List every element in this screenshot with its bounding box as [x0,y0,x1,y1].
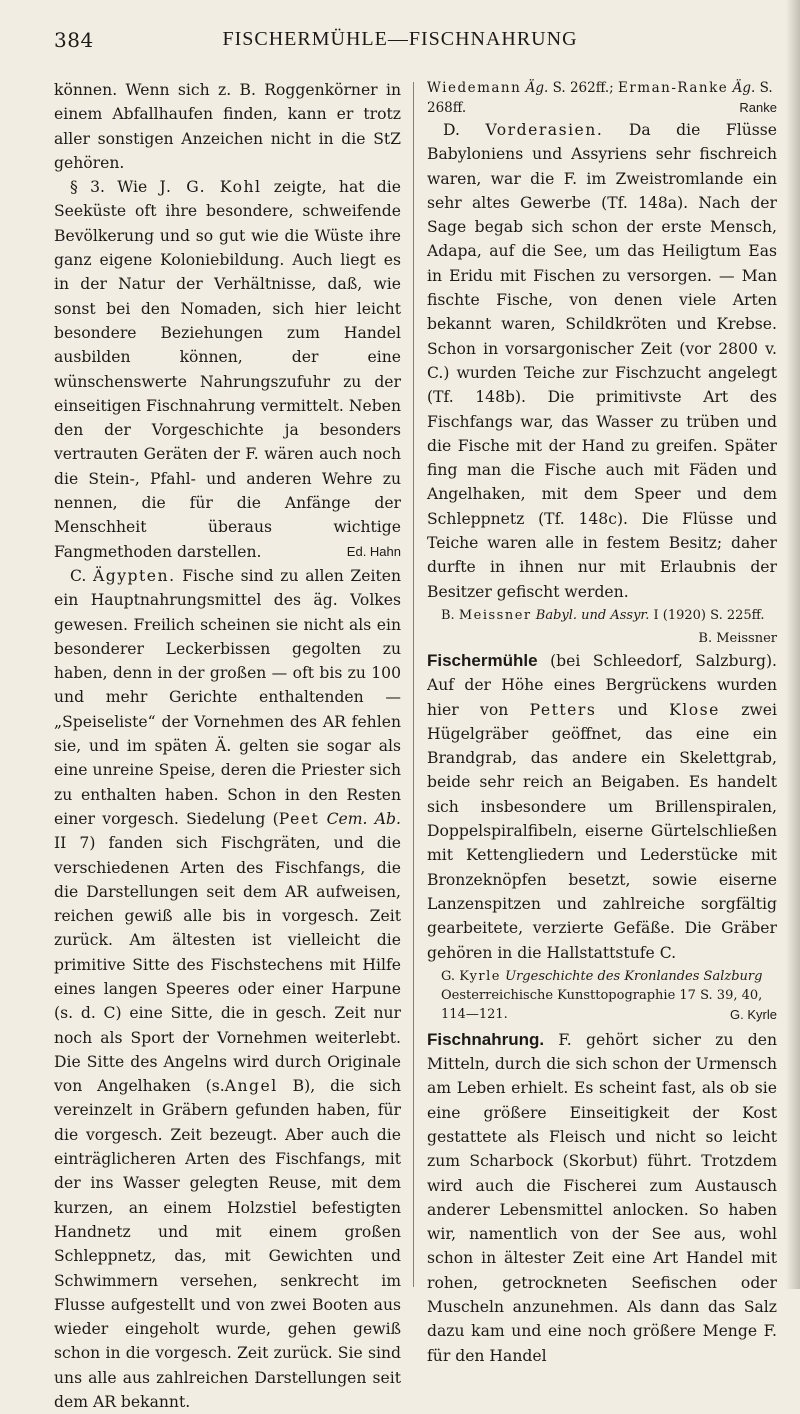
signature-kyrle: G. Kyrle [730,1006,777,1022]
author-name-kohl: J. G. Kohl [159,178,262,197]
paragraph-continuation: können. Wenn sich z. B. Roggenkörner in einem Abfallhaufen finden, kann er trotz aller sonstigen Anzeichen nicht in die StZ gehören. [54,81,401,172]
heading-egypt: Ägypten. [93,566,176,585]
reference-egypt: Wiedemann Äg. S. 262ff.; Erman-Ranke Äg. S. 268ff. Ranke [427,80,777,116]
signature-hahn: Ed. Hahn [346,543,401,559]
paragraph-section-3: § 3. Wie J. G. Kohl zeigte, hat die Seeküste oft ihre besondere, schweifende Bevölkerung und so gut wie die Wüste ihre ganz eigene Koloniebildung. Auch liegt es in der Natur der Verhältnisse, daß, wie sonst bei den Nomaden, sich hier leicht besondere Beziehungen zum Handel ausbilden können, der eine wünschenswerte Nahrungszufuhr zu der einseitigen Fischnahrung vermittelt. Neben den der Vorgeschichte ja besonders vertrauten Geräten der F. wären auch noch die Stein-, Pfahl- und anderen Wehre zu nennen, die für die Anfänge der Menschheit überaus wichtige Fangmethoden darstellen. Ed. Hahn [54,175,401,564]
page-number: 384 [54,28,94,52]
left-column [54,78,401,1414]
running-title: FISCHERMÜHLE—FISCHNAHRUNG [222,28,578,50]
lemma-fischermuehle: Fischermühle [427,650,538,670]
author-peet: Peet [278,809,320,828]
signature-ranke: Ranke [739,100,777,115]
entry-fischermuehle: Fischermühle (bei Schleedorf, Salzburg). Auf der Höhe eines Bergrückens wurden hier von Petters und Klose zwei Hügelgräber geöffnet, das eine ein Brandgrab, das andere ein Skelettgrab, beide sehr reich an Beigaben. Es handelt sich insbesondere um Brillenspiralen, Doppelspiralfibeln, eiserne Gürtelschließen mit Kettengliedern und Lederstücke mit Bronzeknöpfen besetzt, sowie eiserne Lanzenspitzen und zahlreiche sorgfältig gearbeitete, verzierte Gefäße. Die Gräber gehören in die Hallstattstufe C. [427,650,777,962]
reference-kyrle: G. Kyrle Urgeschichte des Kronlandes Salzburg Oesterreichische Kunsttopographie 17 S. 39, 40, 114—121. G. Kyrle [441,968,777,1022]
entry-fischnahrung: Fischnahrung. F. gehört sicher zu den Mitteln, durch die sich schon der Urmensch am Leben erhielt. Es scheint fast, als ob sie eine größere Einseitigkeit der Kost gestattete als Fleisch und nicht so leicht zum Scharbock (Skorbut) führt. Trotzdem wird auch die Fischerei zum Austausch anderer Lebensmittel anlocken. So haben wir, namentlich von der See aus, wohl schon in ältester Zeit eine Art Handel mit rohen, getrockneten Seefischen oder Muscheln anzunehmen. Als dann das Salz dazu kam und eine noch größere Menge F. für den Handel [427,1029,777,1365]
page-edge-shadow [786,0,800,1289]
signature-meissner: B. Meissner [698,630,777,646]
paragraph-vorderasien: D. Vorderasien. Da die Flüsse Babyloniens und Assyriens sehr fischreich waren, war die F. im Zweistromlande ein sehr altes Gewerbe (Tf. 148a). Nach der Sage begab sich schon der erste Mensch, Adapa, auf die See, um das Heiligtum Eas in Eridu mit Fischen zu versorgen. — Man fischte Fische, von denen viele Arten bekannt waren, Schildkröten und Krebse. Schon in vorsargonischer Zeit (vor 2800 v. C.) wurden Teiche zur Fischzucht angelegt (Tf. 148b). Die primitivste Art des Fischfangs war, das Wasser zu trüben und die Fische mit der Hand zu greifen. Später fing man die Fische auch mit Fäden und Angelhaken, mit dem Speer und dem Schleppnetz (Tf. 148c). Die Flüsse und Teiche waren alle in festem Besitz; daher durfte in ihnen nur mit Erlaubnis der Besitzer gefischt werden. [427,121,777,601]
citation-cem-ab: Cem. Ab. [326,809,401,828]
lemma-fischnahrung: Fischnahrung. [427,1029,545,1049]
right-column [427,78,777,1368]
heading-vorderasien: Vorderasien. [485,121,604,139]
reference-meissner: B. Meissner Babyl. und Assyr. I (1920) S. 225ff. [441,607,765,623]
cross-ref-angel: Angel [224,1077,278,1096]
column-divider [413,82,414,1287]
paragraph-egypt: C. Ägypten. Fische sind zu allen Zeiten ein Hauptnahrungsmittel des äg. Volkes gewesen. Freilich scheinen sie nicht als ein besonderer Leckerbissen gegolten zu haben, denn in der großen — oft bis zu 100 und mehr Gerichte enthaltenden — „Speiseliste“ der Vornehmen des AR fehlen sie, und im späten Ä. gelten sie sogar als eine unreine Speise, deren die Priester sich zu enthalten haben. Schon in den Resten einer vorgesch. Siedelung (Peet Cem. Ab. II 7) fanden sich Fischgräten, und die verschiedenen Arten des Fischfangs, die die Darstellungen seit dem AR aufweisen, reichen gewiß alle bis in vorgesch. Zeit zurück. Am ältesten ist vielleicht die primitive Sitte des Fischstechens mit Hilfe eines langen Speeres oder einer Harpune (s. d. C) eine Sitte, die in gesch. Zeit nur noch als Sport der Vornehmen weiterlebt. Die Sitte des Angelns wird durch Originale von Angelhaken (s.Angel B), die sich vereinzelt in Gräbern gefunden haben, für die vorgesch. Zeit bezeugt. Aber auch die einträglicheren Arten des Fischfangs, mit der ins Wasser gelegten Reuse, mit dem kurzen, an einem Holzstiel befestigten Handnetz und mit einem großen Schleppnetz, das, mit Gewichten und Schwimmern versehen, senkrecht im Flusse aufgestellt und von zwei Booten aus wieder eingeholt wurde, gehen gewiß schon in die vorgesch. Zeit zurück. Sie sind uns alle aus zahlreichen Darstellungen seit dem AR bekannt. [54,566,401,1412]
